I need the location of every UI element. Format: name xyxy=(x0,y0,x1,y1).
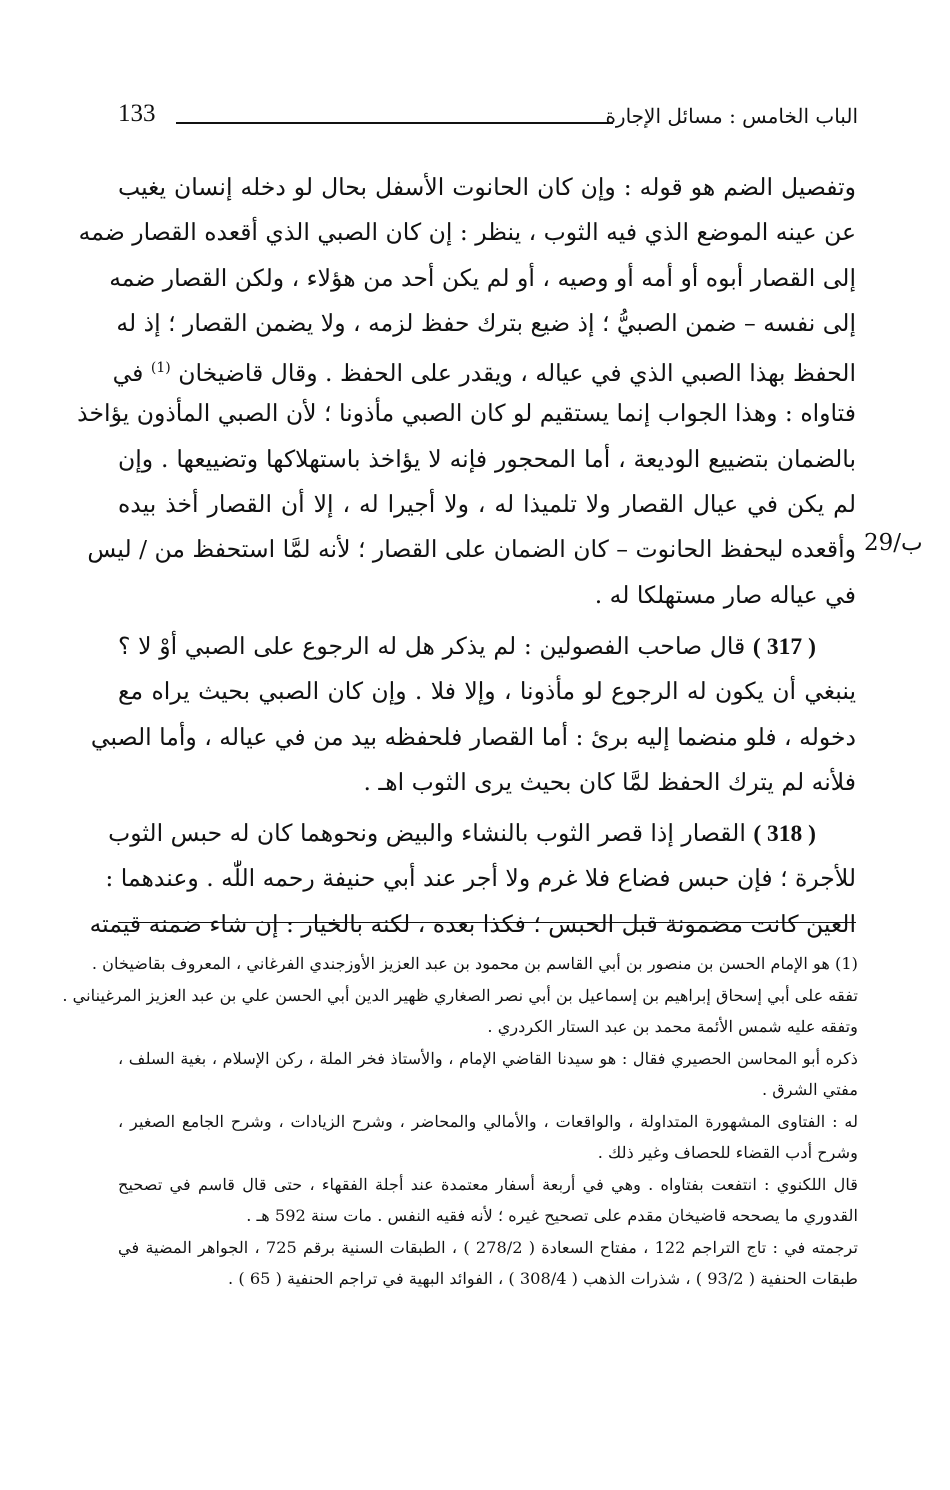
text-line: دخوله ، فلو منضما إليه برئ : أما القصار فلحفظه بيد من في عياله ، وأما الصبي xyxy=(90,722,856,751)
running-head: الباب الخامس : مسائل الإجارة xyxy=(605,104,858,128)
footnote-separator xyxy=(118,922,856,923)
paragraph-318-first-line xyxy=(108,811,856,856)
footnote-line: وتفقه عليه شمس الأئمة محمد بن عبد الستار الكردري . xyxy=(487,1017,858,1036)
footnote-line: وشرح أدب القضاء للحصاف وغير ذلك . xyxy=(597,1143,858,1162)
text-segment: قال صاحب الفصولين : لم يذكر هل له الرجوع على الصبي أوْ لا ؟ xyxy=(118,631,746,660)
paragraph-number: ( 317 ) xyxy=(752,633,816,660)
paragraph-number: ( 318 ) xyxy=(753,821,816,848)
footnote-line: طبقات الحنفية ( 93/2 ) ، شذرات الذهب ( 308/4 ) ، الفوائد البهية في تراجم الحنفية ( 65 ) . xyxy=(228,1269,858,1288)
text-line: فلأنه لم يترك الحفظ لمَّا كان بحيث يرى الثوب اهـ . xyxy=(363,767,856,796)
footnote-line: ذكره أبو المحاسن الحصيري فقال : هو سيدنا القاضي الإمام ، والأستاذ فخر الملة ، ركن الإسلام ، بغية السلف ، xyxy=(118,1048,858,1068)
text-line: وأقعده ليحفظ الحانوت – كان الضمان على القصار ؛ لأنه لمَّا استحفظ من / ليس xyxy=(87,535,856,564)
paragraph-317-first-line xyxy=(118,624,856,669)
text-line: بالضمان بتضييع الوديعة ، أما المحجور فإنه لا يؤاخذ باستهلاكها وتضييعها . وإن xyxy=(118,444,856,473)
manuscript-folio-marker: 29/ب xyxy=(864,530,923,556)
page-header xyxy=(118,100,858,140)
text-line: في عياله صار مستهلكا له . xyxy=(594,580,856,609)
footnote-reference: (1) xyxy=(150,360,171,377)
text-line: إلى القصار أبوه أو أمه أو وصيه ، أو لم يكن أحد من هؤلاء ، ولكن القصار ضمه xyxy=(109,263,856,292)
text-segment: القصار إذا قصر الثوب بالنشاء والبيض ونحوهما كان له حبس الثوب xyxy=(108,819,746,848)
text-line: فتاواه : وهذا الجواب إنما يستقيم لو كان الصبي مأذونا ؛ لأن الصبي المأذون يؤاخذ xyxy=(77,399,856,428)
text-line: للأجرة ؛ فإن حبس فضاع فلا غرم ولا أجر عند أبي حنيفة رحمه اللّٰه . وعندهما : xyxy=(105,864,856,893)
page-number: 133 xyxy=(118,100,156,127)
text-line: لم يكن في عيال القصار ولا تلميذا له ، ولا أجيرا له ، إلا أن القصار أخذ بيده xyxy=(118,490,856,519)
footnote-line: (1) هو الإمام الحسن بن منصور بن أبي القاسم بن محمود بن عبد العزيز الأوزجندي الفرغاني ، المعروف بقاضيخان . xyxy=(91,954,858,973)
footnote-line: مفتي الشرق . xyxy=(761,1080,858,1099)
footnote-line: تفقه على أبي إسحاق إبراهيم بن إسماعيل بن أبي نصر الصغاري ظهير الدين أبي الحسن علي بن عبد العزيز المرغيناني . xyxy=(62,985,858,1005)
text-segment: الحفظ بهذا الصبي الذي في عياله ، ويقدر على الحفظ . وقال قاضيخان xyxy=(178,359,856,388)
footnote-line: قال اللكنوي : انتفعت بفتاواه . وهي في أربعة أسفار معتمدة عند أجلة الفقهاء ، حتى قال قاسم في تصحيح xyxy=(118,1174,858,1194)
text-line: إلى نفسه – ضمن الصبيُّ ؛ إذ ضيع بترك حفظ لزمه ، ولا يضمن القصار ؛ إذ له xyxy=(116,308,856,337)
text-line: عن عينه الموضع الذي فيه الثوب ، ينظر : إن كان الصبي الذي أقعده القصار ضمه xyxy=(78,218,856,247)
footnote-line: ترجمته في : تاج التراجم 122 ، مفتاح السعادة ( 278/2 ) ، الطبقات السنية برقم 725 ، الجواهر المضية في xyxy=(118,1237,858,1257)
header-rule xyxy=(176,122,613,124)
text-segment: في xyxy=(112,359,144,388)
text-line: العين كانت مضمونة قبل الحبس ؛ فكذا بعده ، لكنه بالخيار : إن شاء ضمنه قيمته xyxy=(89,909,856,938)
footnotes xyxy=(62,948,858,1295)
footnote-line: القدوري ما يصححه قاضيخان مقدم على تصحيح غيره ؛ لأنه فقيه النفس . مات سنة 592 هـ . xyxy=(246,1206,858,1225)
main-text xyxy=(77,165,856,947)
footnote-line: له : الفتاوى المشهورة المتداولة ، والواقعات ، والأمالي والمحاضر ، وشرح الزيادات ، وشرح الجامع الصغير ، xyxy=(118,1111,858,1131)
text-line-with-footnote xyxy=(112,346,856,391)
text-line: وتفصيل الضم هو قوله : وإن كان الحانوت الأسفل بحال لو دخله إنسان يغيب xyxy=(118,173,856,201)
text-line: ينبغي أن يكون له الرجوع لو مأذونا ، وإلا فلا . وإن كان الصبي بحيث يراه مع xyxy=(118,677,856,706)
